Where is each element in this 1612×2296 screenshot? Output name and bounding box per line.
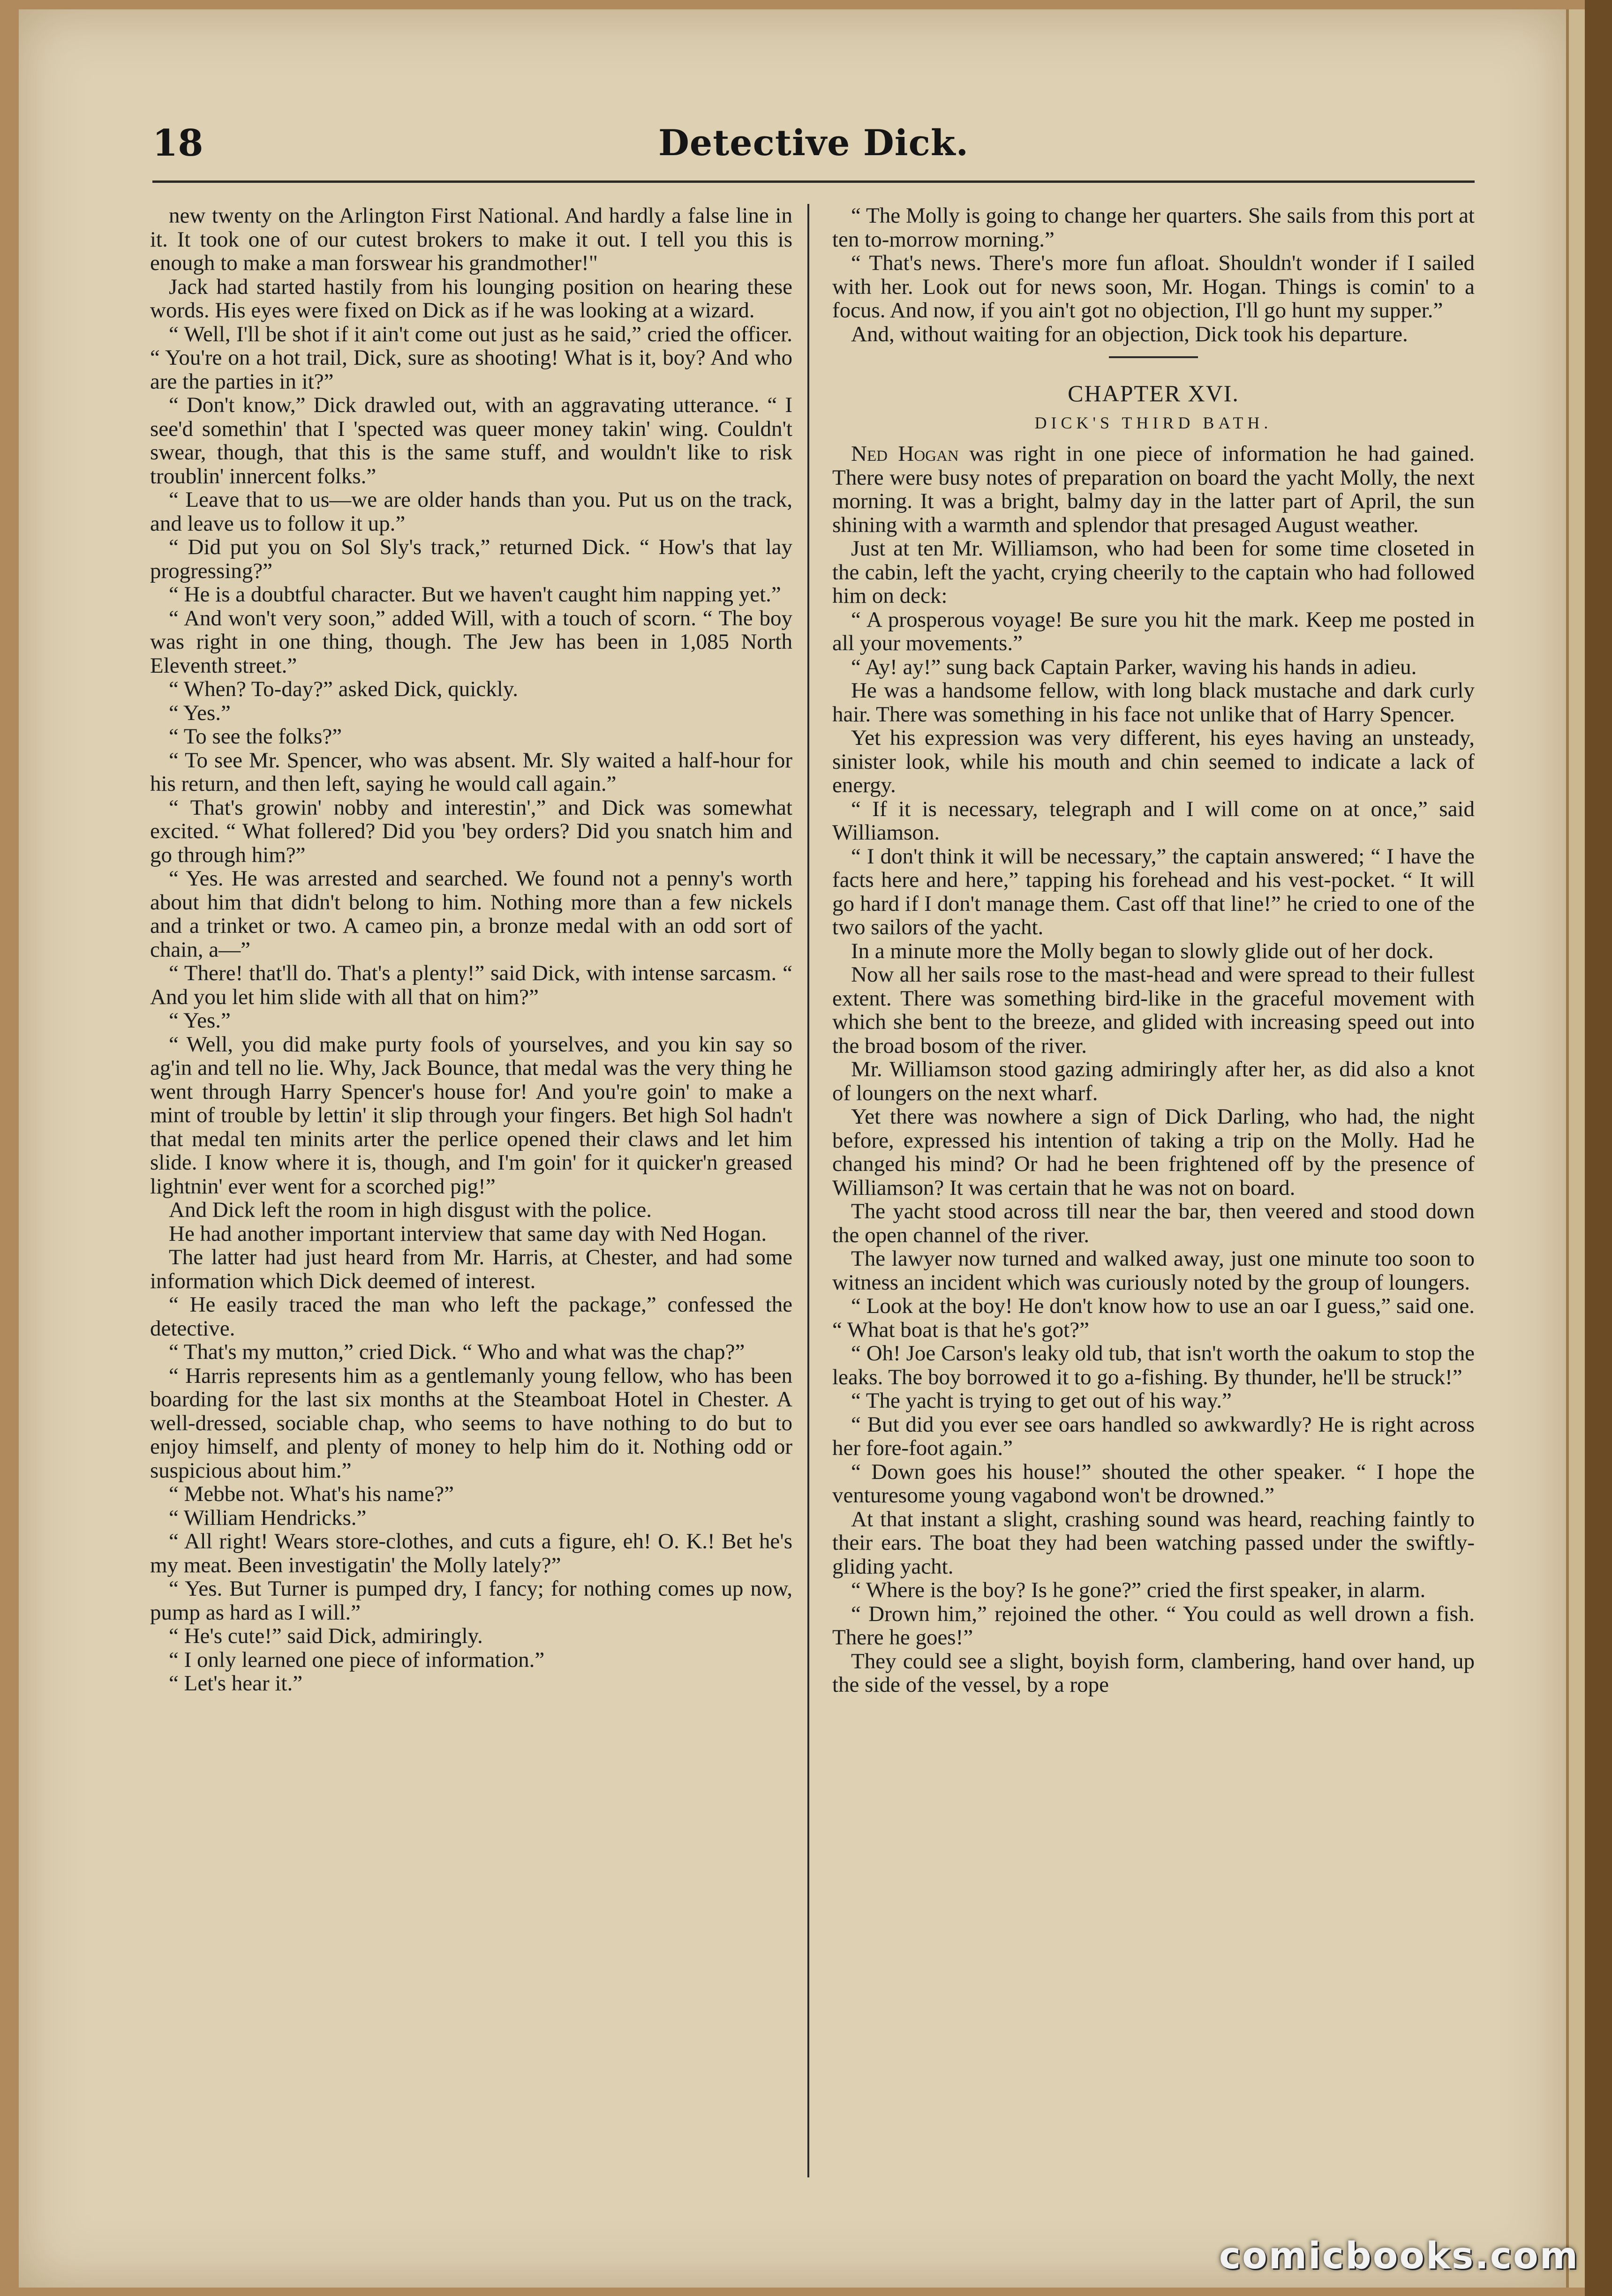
paragraph: And, without waiting for an objection, Dick took his departure. <box>851 322 1408 346</box>
lead-name: Ned Hogan <box>851 442 959 466</box>
paragraph: The latter had just heard from Mr. Harris, at Chester, and had some information which Dick deemed of interest. <box>150 1245 792 1293</box>
paragraph: “ Let's hear it.” <box>169 1671 303 1696</box>
paragraph: The yacht stood across till near the bar, then veered and stood down the open channel of the river. <box>832 1199 1475 1247</box>
paragraph: new twenty on the Arlington First National. And hardly a false line in it. It took one of our cutest brokers to make it out. I tell you this is enough to make a man forswear his grandmother!" <box>150 204 792 275</box>
paragraph: And Dick left the room in high disgust with the police. <box>169 1198 652 1222</box>
paragraph: “ Drown him,” rejoined the other. “ You could as well drown a fish. There he goes!” <box>832 1601 1475 1650</box>
paragraph: Yet there was nowhere a sign of Dick Darling, who had, the night before, expressed his intention of taking a trip on the Molly. Had he changed his mind? Or had he been frightened off by the presence of Williamson? It was certain that he was not on board. <box>832 1104 1475 1200</box>
paragraph: “ Yes. He was arrested and searched. We found not a penny's worth about him that didn't belong to him. Nothing more than a few nickels and a trinket or two. A cameo pin, a bronze medal with an odd sort of chain, a—” <box>150 866 792 962</box>
page-header <box>152 117 1475 173</box>
paragraph: “ Down goes his house!” shouted the other speaker. “ I hope the venturesome young vagabond won't be drowned.” <box>832 1459 1475 1508</box>
chapter-heading: CHAPTER XVI. <box>1068 380 1239 406</box>
paragraph: “ There! that'll do. That's a plenty!” said Dick, with intense sarcasm. “ And you let him slide with all that on him?” <box>150 961 792 1009</box>
paragraph: “ Did put you on Sol Sly's track,” returned Dick. “ How's that lay progressing?” <box>150 535 792 583</box>
paragraph: “ To see the folks?” <box>169 724 342 749</box>
paragraph: “ He easily traced the man who left the package,” confessed the detective. <box>150 1292 792 1341</box>
book-binding <box>1585 0 1612 2296</box>
paragraph: “ Well, you did make purty fools of yourselves, and you kin say so ag'in and tell no lie. Why, Jack Bounce, that medal was the very thing he went through Harry Spencer's house for! And you're goin' to make a mint of trouble by lettin' it slip through your fingers. Bet high Sol hadn't that medal ten minits arter the perlice opened their claws and let him slide. I know where it is, though, and I'm goin' for it quicker'n greased lightnin' ever went for a scorched pig!” <box>150 1032 792 1199</box>
lead-text: was right in one piece of information he had gained. There were busy notes of preparation on board the yacht Molly, the next morning. It was a bright, balmy day in the latter part of April, the sun shining with a warmth and splendor that presaged August weather. <box>832 442 1475 537</box>
paragraph: “ Where is the boy? Is he gone?” cried the first speaker, in alarm. <box>851 1578 1426 1602</box>
paragraph: “ If it is necessary, telegraph and I will come on at once,” said Williamson. <box>832 796 1475 845</box>
paragraph: “ To see Mr. Spencer, who was absent. Mr. Sly waited a half-hour for his return, and then left, saying he would call again.” <box>150 748 792 796</box>
paragraph: They could see a slight, boyish form, clambering, hand over hand, up the side of the vessel, by a rope <box>832 1649 1475 1697</box>
paragraph: “ But did you ever see oars handled so awkwardly? He is right across her fore-foot again.” <box>832 1412 1475 1460</box>
paragraph: “ Mebbe not. What's his name?” <box>169 1482 454 1506</box>
paragraph: “ He is a doubtful character. But we haven't caught him napping yet.” <box>169 582 781 607</box>
paragraph: At that instant a slight, crashing sound was heard, reaching faintly to their ears. The boat they had been watching passed under the swiftly-gliding yacht. <box>832 1507 1475 1579</box>
paragraph: “ Ay! ay!” sung back Captain Parker, waving his hands in adieu. <box>851 654 1417 679</box>
paragraph: He had another important interview that same day with Ned Hogan. <box>169 1221 767 1246</box>
right-column-body <box>832 537 1475 1697</box>
paragraph: Mr. Williamson stood gazing admiringly after her, as did also a knot of loungers on the next wharf. <box>832 1057 1475 1105</box>
paragraph: Jack had started hastily from his lounging position on hearing these words. His eyes were fixed on Dick as if he was looking at a wizard. <box>150 274 792 323</box>
paragraph: The lawyer now turned and walked away, just one minute too soon to witness an incident which was curiously noted by the group of loungers. <box>832 1246 1475 1295</box>
paragraph: In a minute more the Molly began to slowly glide out of her dock. <box>851 938 1434 963</box>
paragraph: “ Oh! Joe Carson's leaky old tub, that isn't worth the oakum to stop the leaks. The boy borrowed it to go a-fishing. By thunder, he'll be struck!” <box>832 1341 1475 1389</box>
paragraph: “ The yacht is trying to get out of his way.” <box>851 1388 1232 1413</box>
paragraph: “ Look at the boy! He don't know how to use an oar I guess,” said one. “ What boat is that he's got?” <box>832 1294 1475 1342</box>
paragraph: “ I don't think it will be necessary,” the captain answered; “ I have the facts here and here,” tapping his forehead and his vest-pocket. “ It will go hard if I don't manage them. Cast off that line!” he cried to one of the two sailors of the yacht. <box>832 844 1475 939</box>
paragraph: “ William Hendricks.” <box>169 1505 367 1530</box>
paragraph: “ I only learned one piece of information.” <box>169 1647 545 1672</box>
paragraph: “ And won't very soon,” added Will, with a touch of scorn. “ The boy was right in one thing, though. The Jew has been in 1,085 North Eleventh street.” <box>150 606 792 678</box>
paragraph: “ Yes.” <box>169 1008 231 1033</box>
paragraph: Just at ten Mr. Williamson, who had been for some time closeted in the cabin, left the yacht, crying cheerily to the captain who had followed him on deck: <box>832 536 1475 608</box>
column-divider <box>807 204 809 2177</box>
paragraph: “ Harris represents him as a gentlemanly young fellow, who has been boarding for the last six months at the Steamboat Hotel in Chester. A well-dressed, sociable chap, who seems to have nothing to do but to enjoy himself, and plenty of money to help him do it. Nothing odd or suspicious about him.” <box>150 1363 792 1483</box>
chapter-lead-paragraph <box>832 442 1475 537</box>
paragraph: “ The Molly is going to change her quarters. She sails from this port at ten to-morrow morning.” <box>832 204 1475 252</box>
section-separator <box>1109 356 1198 358</box>
header-rule <box>152 180 1475 183</box>
paragraph: “ He's cute!” said Dick, admiringly. <box>169 1624 483 1648</box>
paragraph: “ That's my mutton,” cried Dick. “ Who and what was the chap?” <box>169 1340 745 1364</box>
watermark-logo: comicbooks.com <box>1219 2235 1579 2277</box>
right-column-top <box>832 204 1475 346</box>
paragraph: “ Don't know,” Dick drawled out, with an aggravating utterance. “ I see'd somethin' that I 'spected was queer money takin' wing. Couldn't swear, though, that this is the same stuff, and wouldn't like to risk troublin' innercent folks.” <box>150 393 792 488</box>
paragraph: “ When? To-day?” asked Dick, quickly. <box>169 677 518 701</box>
paragraph: “ All right! Wears store-clothes, and cuts a figure, eh! O. K.! Bet he's my meat. Been investigatin' the Molly lately?” <box>150 1529 792 1577</box>
left-column <box>150 204 792 2182</box>
right-column <box>832 204 1475 2182</box>
paragraph: “ Leave that to us—we are older hands than you. Put us on the track, and leave us to follow it up.” <box>150 488 792 536</box>
paragraph: “ Yes. But Turner is pumped dry, I fancy; for nothing comes up now, pump as hard as I will.” <box>150 1576 792 1625</box>
running-title: Detective Dick. <box>658 122 969 164</box>
page-number: 18 <box>152 122 203 165</box>
paragraph: “ Well, I'll be shot if it ain't come out just as he said,” cried the officer. “ You're on a hot trail, Dick, sure as shooting! What is it, boy? And who are the parties in it?” <box>150 322 792 394</box>
paragraph: Now all her sails rose to the mast-head and were spread to their fullest extent. There was something bird-like in the graceful movement with which she bent to the breeze, and glided with increasing speed out into the broad bosom of the river. <box>832 962 1475 1058</box>
paragraph: “ That's news. There's more fun afloat. Shouldn't wonder if I sailed with her. Look out for news soon, Mr. Hogan. Things is comin' to a focus. And now, if you ain't got no objection, I'll go hunt my supper.” <box>832 251 1475 323</box>
paragraph: “ Yes.” <box>169 700 231 725</box>
paragraph: He was a handsome fellow, with long black mustache and dark curly hair. There was something in his face not unlike that of Harry Spencer. <box>832 678 1475 727</box>
paragraph: “ A prosperous voyage! Be sure you hit the mark. Keep me posted in all your movements.” <box>832 607 1475 655</box>
chapter-subtitle: DICK'S THIRD BATH. <box>1034 413 1273 432</box>
paragraph: Yet his expression was very different, his eyes having an unsteady, sinister look, while his mouth and chin seemed to indicate a lack of energy. <box>832 726 1475 797</box>
paragraph: “ That's growin' nobby and interestin',” and Dick was somewhat excited. “ What follered? Did you 'bey orders? Did you snatch him and go through him?” <box>150 795 792 867</box>
